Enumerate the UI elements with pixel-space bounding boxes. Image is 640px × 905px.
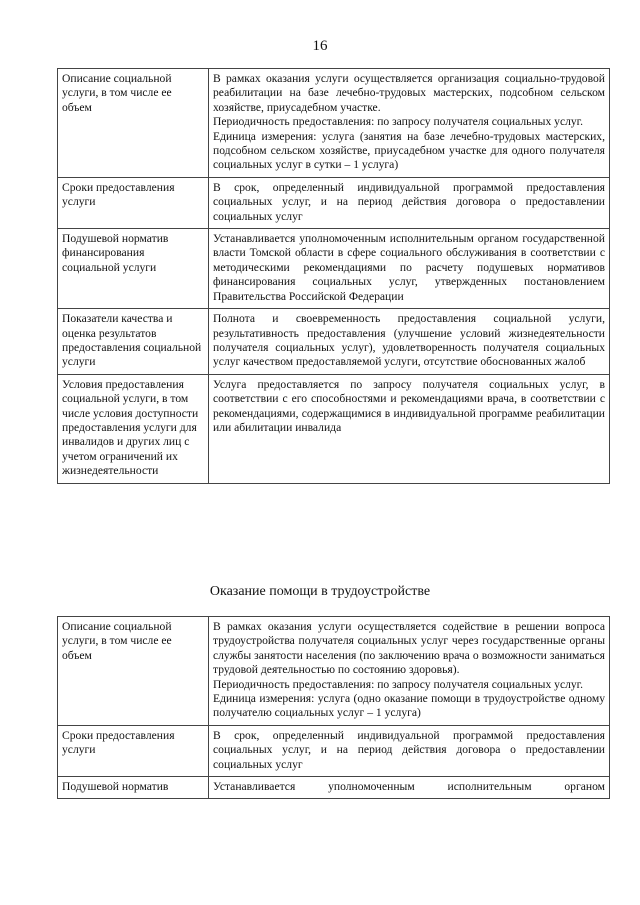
table-row [58, 229, 610, 309]
row-label: Показатели качества и оценка результатов предоставления социальной услуги [58, 309, 209, 375]
row-label: Описание социальной услуги, в том числе ее объем [58, 69, 209, 178]
row-label: Подушевой норматив [58, 777, 209, 799]
row-content [209, 309, 610, 375]
section-heading: Оказание помощи в трудоустройстве [209, 584, 431, 599]
table-row [58, 309, 610, 375]
row-label: Подушевой норматив финансирования социальной услуги [58, 229, 209, 309]
row-label: Описание социальной услуги, в том числе ее объем [58, 617, 209, 726]
table-row [58, 69, 610, 178]
content-paragraph: Услуга предоставляется по запросу получателя социальных услуг, в соответствии с его способностями и рекомендациями врача, в соответствии с рекомендациями, содержащимися в индивидуальной программе реабилитации или абилитации инвалида [213, 377, 605, 434]
row-label: Сроки предоставления услуги [58, 725, 209, 776]
row-content [209, 229, 610, 309]
row-content [209, 177, 610, 228]
content-paragraph: Единица измерения: услуга (одно оказание помощи в трудоустройстве одному получателю социальных услуг – 1 услуга) [213, 692, 605, 720]
content-paragraph: В рамках оказания услуги осуществляется содействие в решении вопроса трудоустройства получателя социальных услуг через государственные органы службы занятости населения (по заключению врача о возможности заниматься трудовой деятельностью по состоянию здоровья). [213, 620, 605, 677]
content-paragraph: Единица измерения: услуга (занятия на базе лечебно-трудовых мастерских, подсобном сельском хозяйстве, приусадебном участке для одного получателя социальных услуг в сутки – 1 услуга) [213, 129, 605, 172]
row-content [209, 617, 610, 726]
table-row [58, 777, 610, 799]
content-paragraph: В срок, определенный индивидуальной программой предоставления социальных услуг, и на период действия договора о предоставлении социальных услуг [213, 728, 605, 771]
page-number: 16 [312, 38, 328, 54]
table-row [58, 617, 610, 726]
row-content [209, 69, 610, 178]
table-row [58, 374, 610, 483]
content-paragraph: В срок, определенный индивидуальной программой предоставления социальных услуг, и на период действия договора о предоставлении социальных услуг [213, 180, 605, 223]
content-paragraph: В рамках оказания услуги осуществляется организация социально-трудовой реабилитации на базе лечебно-трудовых мастерских, подсобном сельском хозяйстве, приусадебном участке. [213, 72, 605, 114]
row-label: Условия предоставления социальной услуги, в том числе условия доступности предоставления услуги для инвалидов и других лиц с учетом ограничений их жизнедеятельности [58, 374, 209, 483]
content-paragraph: Полнота и своевременность предоставления социальной услуги, результативность предоставления (улучшение условий жизнедеятельности получателя социальных услуг), удовлетворенность получателя социальных услуг качеством предоставляемой услуги, отсутствие обоснованных жалоб [213, 312, 605, 369]
row-content [209, 374, 610, 483]
content-paragraph: Периодичность предоставления: по запросу получателя социальных услуг. [213, 677, 584, 691]
table-row [58, 725, 610, 776]
row-content [209, 777, 610, 799]
row-content [209, 725, 610, 776]
service-table-employment-assistance [57, 616, 610, 799]
content-paragraph: Периодичность предоставления: по запросу получателя социальных услуг. [213, 115, 584, 129]
table-row [58, 177, 610, 228]
row-label: Сроки предоставления услуги [58, 177, 209, 228]
service-table-social-labor-rehabilitation [57, 68, 610, 484]
content-paragraph: Устанавливается уполномоченным исполнительным органом государственной власти Томской области в сфере социального обслуживания в соответствии с методическими рекомендациями по расчету подушевых нормативов финансирования социальных услуг, утвержденных постановлением Правительства Российской Федерации [213, 232, 605, 303]
content-paragraph: Устанавливается уполномоченным исполнительным органом [213, 780, 605, 794]
